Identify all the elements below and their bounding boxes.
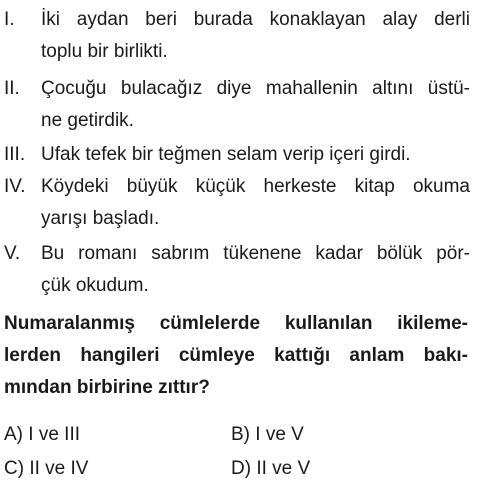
question-line-2: lerden hangileri cümleye kattığı anlam bakı- xyxy=(4,345,468,366)
question-line-3: mından birbirine zıttır? xyxy=(4,377,210,398)
statement-3-numeral: III. xyxy=(4,144,26,165)
statement-4-numeral: IV. xyxy=(4,176,26,197)
option-c[interactable]: C) II ve IV xyxy=(4,458,89,479)
statement-4-line-2: yarışı başladı. xyxy=(41,208,160,229)
statement-5 xyxy=(4,238,470,302)
statement-1 xyxy=(4,4,470,68)
question-line-1: Numaralanmış cümlelerde kullanılan ikileme- xyxy=(4,313,468,334)
statement-1-line-2: toplu bir birlikti. xyxy=(41,41,168,62)
statement-1-line-1: İki aydan beri burada konaklayan alay derli xyxy=(41,9,470,30)
statement-1-text xyxy=(41,4,470,68)
statement-2 xyxy=(4,73,470,137)
statement-3 xyxy=(4,139,470,171)
statement-5-text xyxy=(41,238,470,302)
statement-5-numeral: V. xyxy=(4,243,21,264)
statement-3-line-1: Ufak tefek bir teğmen selam verip içeri girdi. xyxy=(41,144,411,165)
statement-3-text xyxy=(41,139,470,171)
statement-5-line-2: çük okudum. xyxy=(41,275,149,296)
question-stem xyxy=(4,308,468,404)
statement-4-text xyxy=(41,171,470,235)
statement-2-line-2: ne getirdik. xyxy=(41,110,134,131)
statement-5-line-1: Bu romanı sabrım tükenene kadar bölük pör- xyxy=(41,243,470,264)
option-d[interactable]: D) II ve V xyxy=(231,458,311,479)
statement-2-numeral: II. xyxy=(4,78,20,99)
statement-1-numeral: I. xyxy=(4,9,15,30)
statement-2-line-1: Çocuğu bulacağız diye mahallenin altını üstü- xyxy=(41,78,470,99)
option-b[interactable]: B) I ve V xyxy=(231,424,304,445)
statement-4 xyxy=(4,171,470,235)
option-a[interactable]: A) I ve III xyxy=(4,424,81,445)
statement-2-text xyxy=(41,73,470,137)
statement-4-line-1: Köydeki büyük küçük herkeste kitap okuma xyxy=(41,176,470,197)
